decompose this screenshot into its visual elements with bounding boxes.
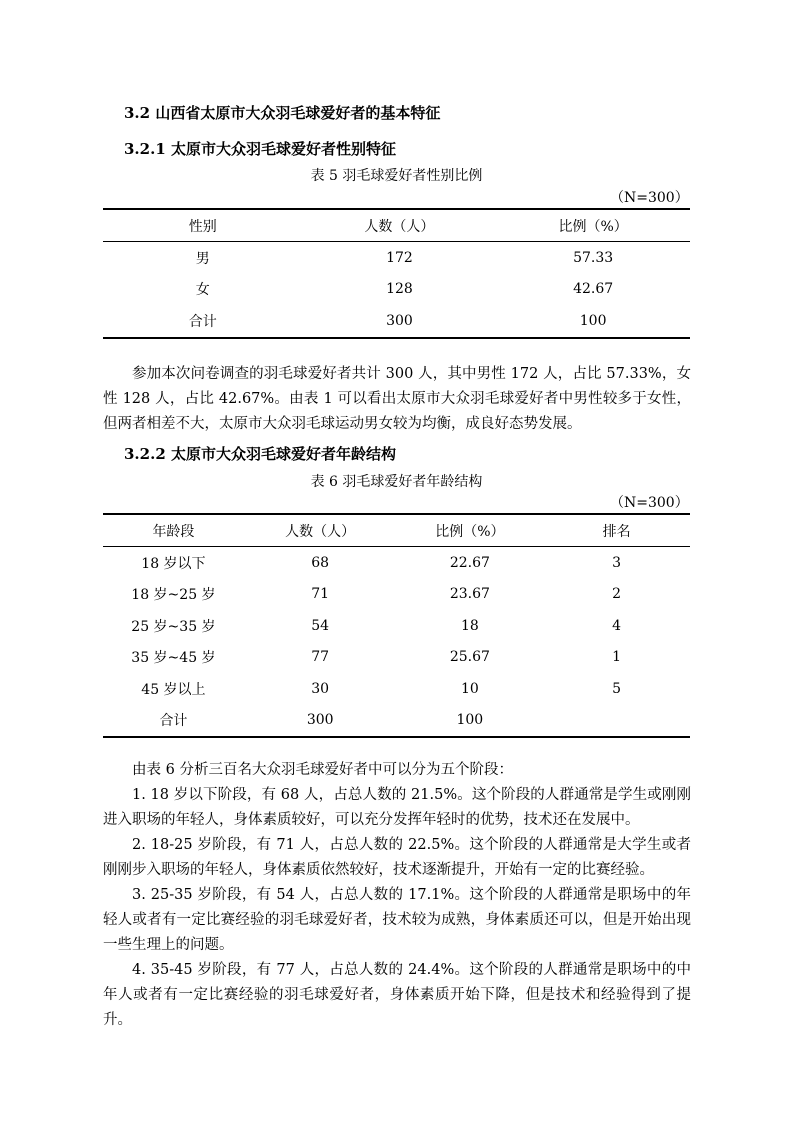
gender-table-caption: 表 5 羽毛球爱好者性别比例: [310, 168, 483, 184]
table-cell: 77: [311, 649, 330, 666]
table-cell: 18: [460, 617, 479, 634]
table-cell: 42.67: [573, 281, 614, 298]
table-row: [103, 579, 690, 611]
body-paragraph: 2. 18-25 岁阶段，有 71 人，占总人数的 22.5%。这个阶段的人群通常是大学生或者刚刚步入职场的年轻人，身体素质依然较好，技术逐渐提升，开始有一定的比赛经验。: [103, 837, 691, 878]
age-table: [103, 513, 690, 738]
age-table-caption: 表 6 羽毛球爱好者年龄结构: [310, 474, 483, 490]
table-row: [103, 705, 690, 738]
column-header: 比例（%）: [396, 514, 543, 547]
column-header: 性别: [103, 209, 303, 242]
table-cell: [543, 705, 690, 738]
table-cell: 1: [612, 649, 622, 666]
table-cell: 5: [612, 680, 622, 697]
table-cell: 2: [612, 586, 622, 603]
gender-paragraph-block: [103, 362, 691, 437]
table-cell: 23.67: [449, 586, 490, 603]
table-cell: 71: [311, 586, 330, 603]
table-cell: 4: [612, 617, 622, 634]
table-row: [103, 610, 690, 642]
table-row: [103, 242, 690, 274]
table-cell: 25.67: [449, 649, 490, 666]
table-cell: 3: [612, 554, 622, 571]
body-paragraph: 1. 18 岁以下阶段，有 68 人，占总人数的 21.5%。这个阶段的人群通常是学生或刚刚进入职场的年轻人，身体素质较好，可以充分发挥年轻时的优势，技术还在发展中。: [103, 787, 691, 828]
column-header: 排名: [543, 514, 690, 547]
table-cell: 女: [195, 282, 210, 299]
column-header: 年龄段: [103, 514, 244, 547]
table-row: [103, 642, 690, 674]
column-header: 人数（人）: [244, 514, 397, 547]
table-cell: 300: [244, 705, 397, 738]
table-cell: 128: [386, 281, 413, 298]
table-row: [103, 673, 690, 705]
table-cell: 合计: [103, 305, 303, 338]
table-row: [103, 274, 690, 306]
gender-subsection-heading: 3.2.1 太原市大众羽毛球爱好者性别特征: [124, 140, 396, 158]
table-row: [103, 305, 690, 338]
table-cell: 35 岁~45 岁: [131, 650, 216, 667]
body-paragraph: 4. 35-45 岁阶段，有 77 人，占总人数的 24.4%。这个阶段的人群通常是职场中的中年人或者有一定比赛经验的羽毛球爱好者，身体素质开始下降，但是技术和经验得到了提升。: [103, 962, 691, 1028]
table-cell: 57.33: [573, 249, 614, 266]
body-paragraph: 参加本次问卷调查的羽毛球爱好者共计 300 人，其中男性 172 人，占比 57.33%，女性 128 人，占比 42.67%。由表 1 可以看出太原市大众羽毛球爱好者中男性较多于女性，但两者相差不大，太原市大众羽毛球运动男女较为均衡，成良好态势发展。: [103, 366, 691, 432]
table-cell: 10: [460, 680, 479, 697]
column-header: 人数（人）: [303, 209, 497, 242]
table-cell: 男: [195, 250, 210, 267]
table-cell: 100: [396, 705, 543, 738]
body-paragraph: 由表 6 分析三百名大众羽毛球爱好者中可以分为五个阶段：: [132, 762, 513, 778]
body-paragraph: 3. 25-35 岁阶段，有 54 人，占总人数的 17.1%。这个阶段的人群通常是职场中的年轻人或者有一定比赛经验的羽毛球爱好者，技术较为成熟，身体素质还可以，但是开始出现一些生理上的问题。: [103, 887, 691, 953]
table-cell: 合计: [103, 705, 244, 738]
gender-table: [103, 208, 690, 339]
table-header-row: [103, 514, 690, 547]
table-cell: 18 岁~25 岁: [131, 587, 216, 604]
table-cell: 45 岁以上: [141, 681, 206, 698]
table-cell: 18 岁以下: [141, 555, 206, 572]
column-header: 比例（%）: [496, 209, 690, 242]
table-cell: 22.67: [449, 554, 490, 571]
table-cell: 100: [496, 305, 690, 338]
table-header-row: [103, 209, 690, 242]
age-subsection-heading: 3.2.2 太原市大众羽毛球爱好者年龄结构: [124, 445, 396, 463]
age-paragraph-block: [103, 758, 691, 1033]
age-table-n-note: （N=300）: [610, 495, 689, 511]
table-cell: 300: [303, 305, 497, 338]
table-cell: 172: [386, 249, 413, 266]
section-heading: 3.2 山西省太原市大众羽毛球爱好者的基本特征: [124, 104, 441, 122]
table-cell: 54: [311, 617, 330, 634]
gender-table-n-note: （N=300）: [610, 190, 689, 206]
table-cell: 25 岁~35 岁: [131, 618, 216, 635]
table-row: [103, 547, 690, 579]
table-cell: 30: [311, 680, 330, 697]
table-cell: 68: [311, 554, 330, 571]
